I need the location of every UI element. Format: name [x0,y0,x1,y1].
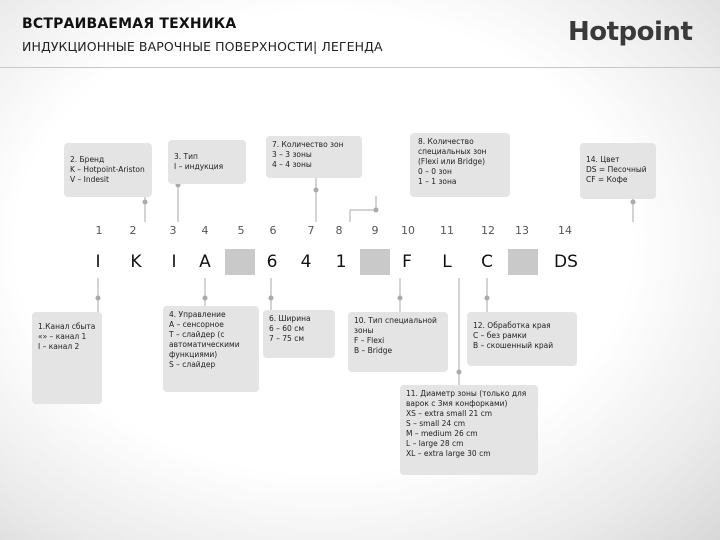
legend-diameter-line: S – small 24 cm [406,419,465,428]
code-char: L [442,252,452,272]
position-index: 14 [558,224,572,237]
position-index: 3 [169,224,177,237]
legend-special-line: 0 – 0 зон [418,167,452,176]
code-char: I [171,252,177,272]
legend-width [263,310,335,358]
legend-color-line: DS = Песочный [586,165,647,174]
position-index: 12 [481,224,495,237]
legend-brand-line: K – Hotpoint-Ariston [70,165,145,174]
code-char: A [199,252,211,272]
legend-control [163,306,259,392]
code-empty-slot [360,249,390,275]
legend-diameter-line: варок с 3мя конфорками) [406,399,508,408]
position-index: 7 [307,224,315,237]
legend-special-title: 8. Количество [418,137,474,146]
code-char: 1 [335,252,347,272]
legend-channel-line: «» – канал 1 [38,332,87,341]
position-index: 5 [237,224,245,237]
legend-diameter-line: L – large 28 cm [406,439,464,448]
legend-special-line: специальных зон [418,147,487,156]
code-char: 4 [300,252,312,272]
legend-special [410,133,510,197]
legend-frame [467,312,577,366]
legend-width-title: 6. Ширина [269,314,311,323]
legend-frame-line: B – скошенный край [473,341,554,350]
legend-diameter-title: 11. Диаметр зоны (только для [406,389,527,398]
legend-diameter-line: M – medium 26 cm [406,429,478,438]
legend-frame-line: C – без рамки [473,331,527,340]
legend-brand-line: V – Indesit [70,175,109,184]
legend-zones-title: 7. Количество зон [272,140,344,149]
legend-control-line: A – сенсорное [169,320,224,329]
code-char: 6 [266,252,278,272]
legend-type-line: I – индукция [174,162,224,171]
code-char: DS [554,252,578,272]
legend-control-line: функциями) [169,350,218,359]
code-empty-slot [225,249,255,275]
legend-zones-line: 3 – 3 зоны [272,150,312,159]
legend-width-line: 6 – 60 см [269,324,304,333]
legend-special-type-line: B – Bridge [354,346,393,355]
position-index: 8 [335,224,343,237]
legend-zones [266,136,362,178]
legend-diameter [400,385,538,475]
legend-control-line: T – слайдер (с [169,330,225,339]
legend-channel-title: 1.Канал сбыта [38,322,96,331]
page-title: ВСТРАИВАЕМАЯ ТЕХНИКА [22,16,237,32]
legend-special-type [348,312,448,372]
legend-control-line: автоматическими [169,340,240,349]
position-index: 4 [201,224,209,237]
position-index: 10 [401,224,415,237]
brand-logo: Hotpoint [568,17,693,47]
legend-width-line: 7 – 75 см [269,334,304,343]
legend-type [168,140,246,184]
legend-special-line: 1 – 1 зона [418,177,457,186]
code-char: I [95,252,101,272]
position-index: 6 [269,224,277,237]
code-empty-slot [508,249,538,275]
legend-diameter-line: XL – extra large 30 cm [406,449,491,458]
code-char: C [481,252,493,272]
legend-color-title: 14. Цвет [586,155,620,164]
legend-channel [32,312,102,404]
legend-color [580,143,656,199]
legend-special-type-line: F – Flexi [354,336,385,345]
legend-special-type-line: зоны [354,326,374,335]
legend-color-line: CF = Кофе [586,175,628,184]
position-index: 2 [129,224,137,237]
code-char: K [130,252,142,272]
position-index: 9 [371,224,379,237]
position-index: 1 [95,224,103,237]
legend-zones-line: 4 – 4 зоны [272,160,312,169]
position-index: 11 [440,224,454,237]
legend-special-type-title: 10. Тип специальной [354,316,437,325]
legend-control-line: S – слайдер [169,360,216,369]
legend-special-line: (Flexi или Bridge) [418,157,486,166]
page-subtitle: ИНДУКЦИОННЫЕ ВАРОЧНЫЕ ПОВЕРХНОСТИ| ЛЕГЕНДА [22,39,383,54]
code-char: F [402,252,412,272]
legend-frame-title: 12. Обработка края [473,321,551,330]
legend-control-title: 4. Управление [169,310,226,319]
legend-type-title: 3. Тип [174,152,198,161]
legend-brand [64,143,152,197]
position-index: 13 [515,224,529,237]
legend-diameter-line: XS – extra small 21 cm [406,409,493,418]
legend-channel-line: I – канал 2 [38,342,80,351]
legend-brand-title: 2. Бренд [70,155,105,164]
